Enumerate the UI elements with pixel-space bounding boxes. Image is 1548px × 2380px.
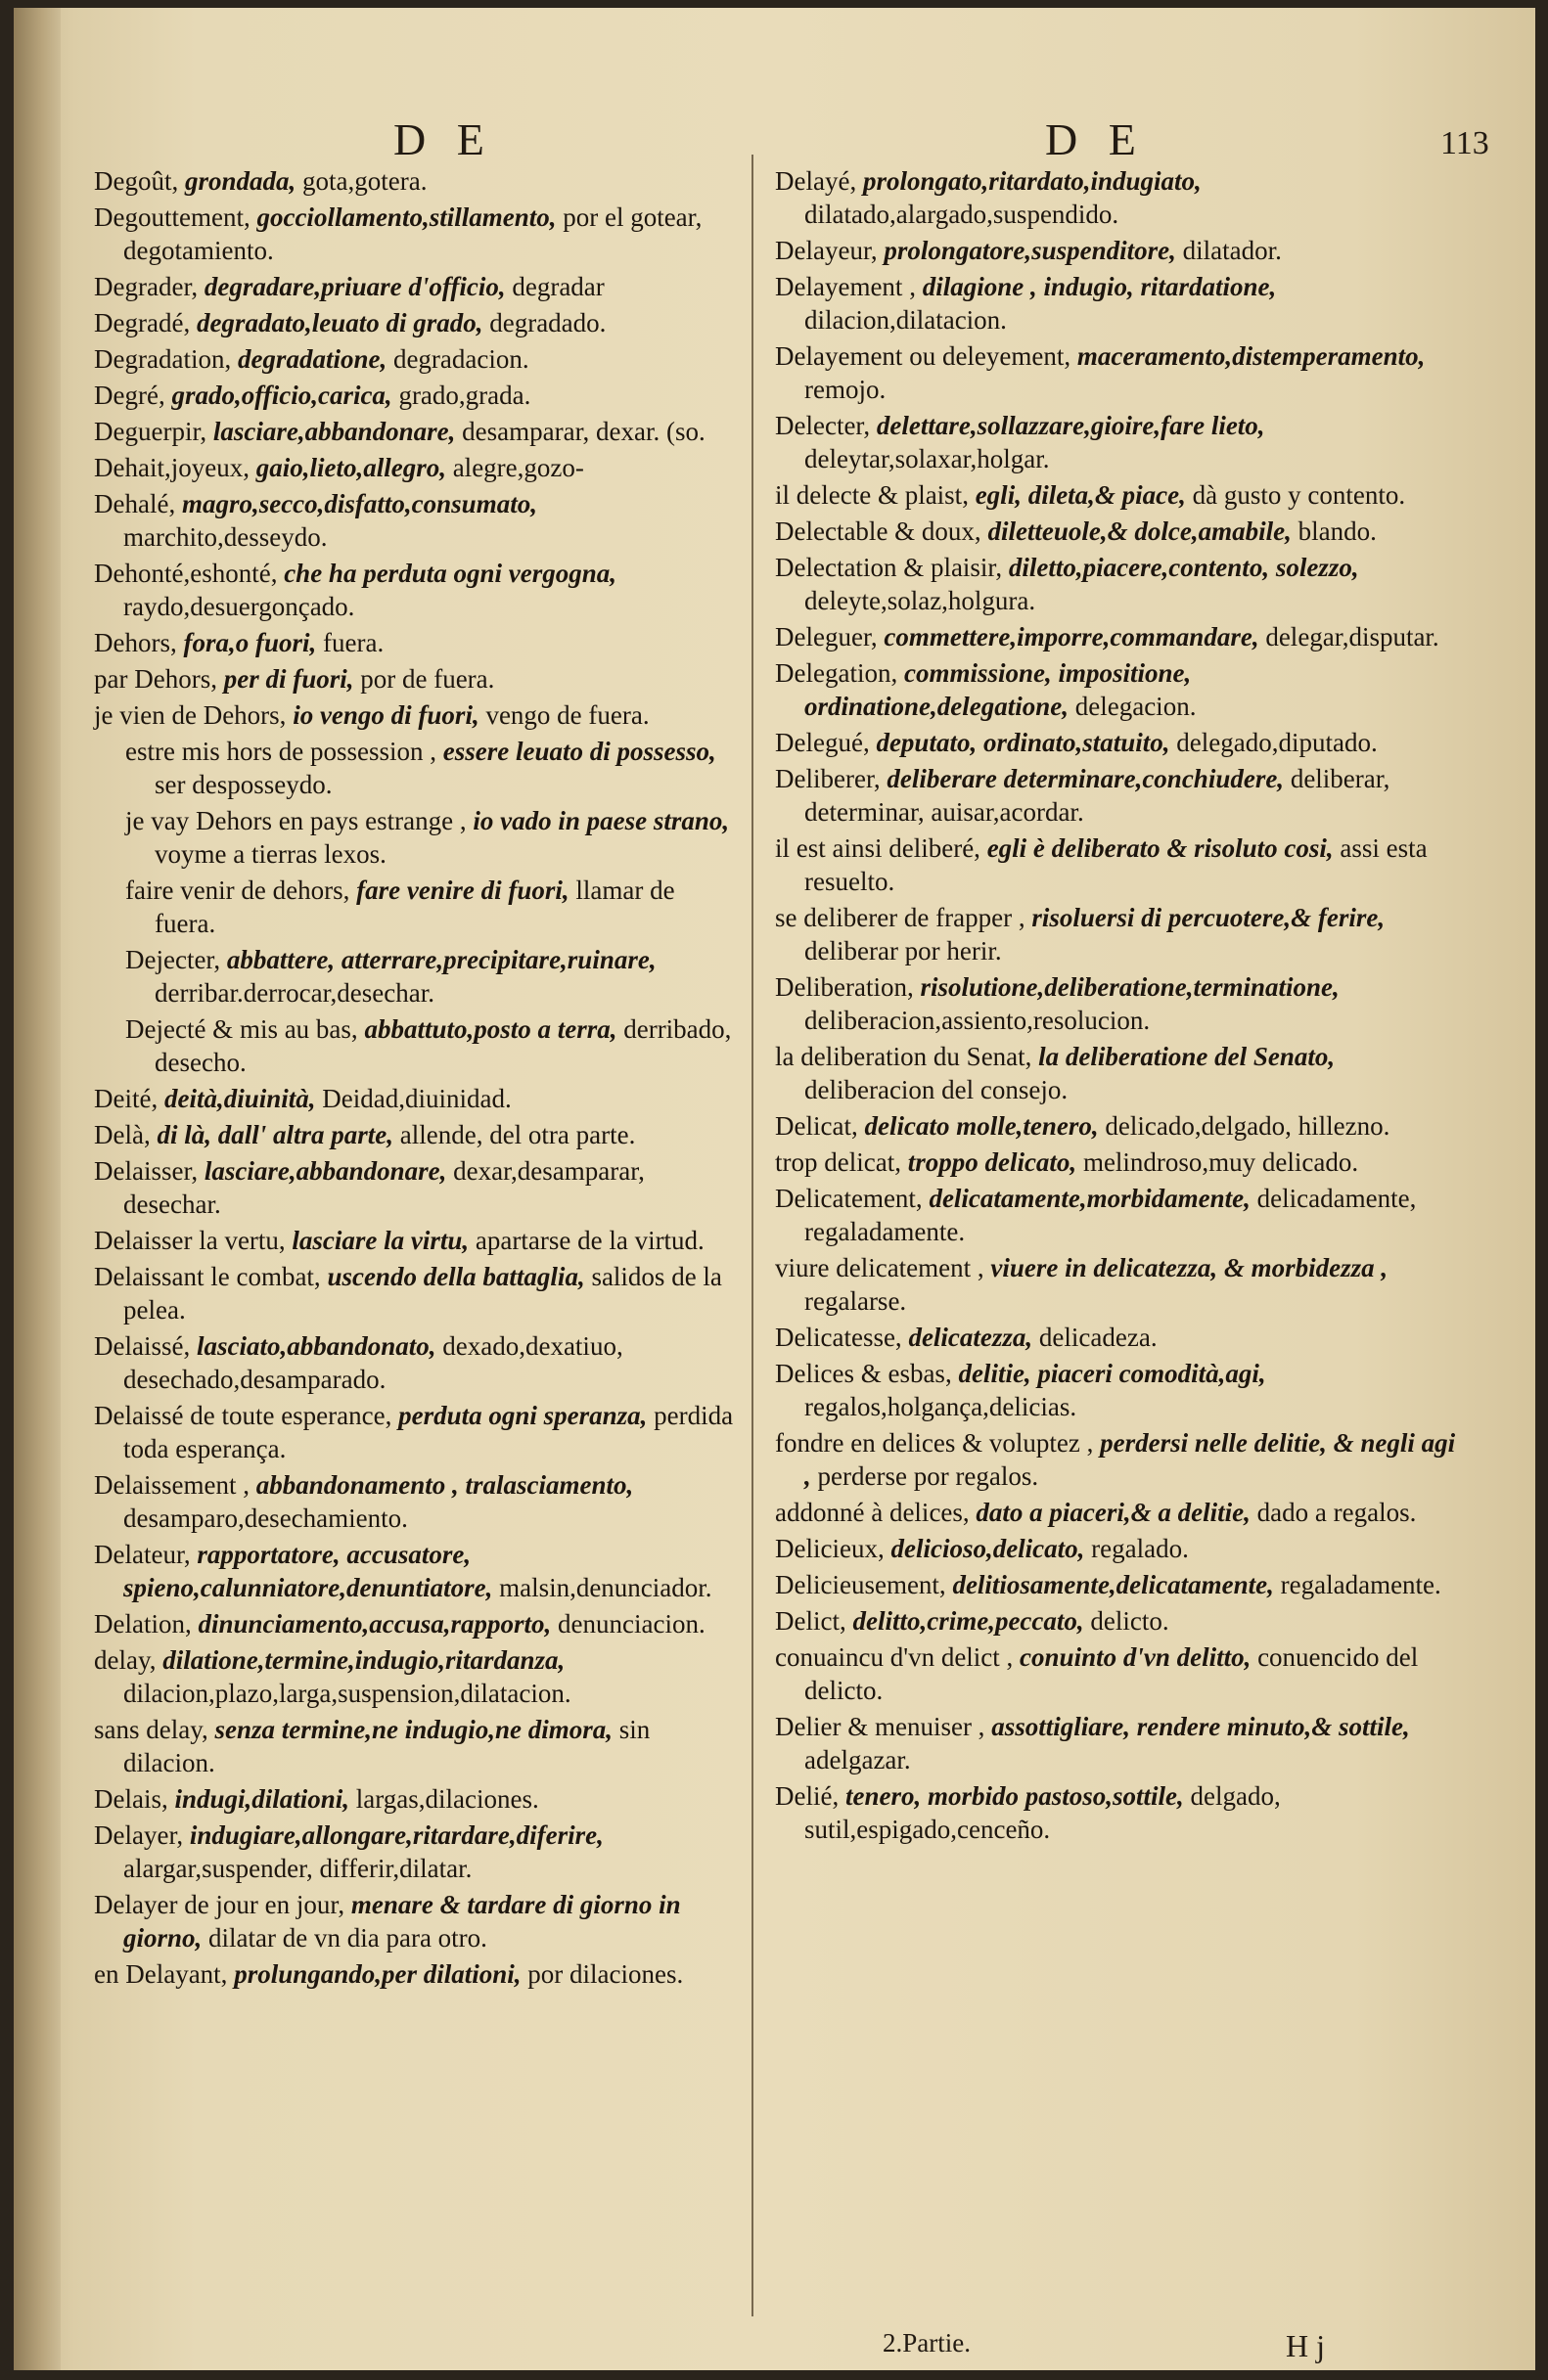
entry-headword: conuaincu d'vn delict , <box>775 1642 1014 1672</box>
dictionary-entry <box>94 415 740 448</box>
entry-italian: perduta ogni speranza, <box>398 1401 648 1430</box>
entry-spanish: apartarse de la virtud. <box>475 1226 705 1255</box>
entry-italian: assottigliare, rendere minuto,& sottile, <box>991 1712 1410 1741</box>
entry-italian: gocciollamento,stillamento, <box>256 202 557 232</box>
entry-spanish: dilatar de vn dia para otro. <box>208 1923 487 1953</box>
dictionary-entry <box>775 1568 1460 1601</box>
entry-italian: io vado in paese strano, <box>473 806 730 835</box>
dictionary-entry <box>94 270 740 303</box>
dictionary-entry <box>94 1118 740 1151</box>
entry-spanish: dilatador. <box>1182 236 1282 265</box>
entry-spanish: assi esta resuelto. <box>804 833 1428 896</box>
entry-headword: Dehonté,eshonté, <box>94 559 278 588</box>
entry-headword: addonné à delices, <box>775 1498 970 1527</box>
dictionary-entry <box>775 1145 1460 1179</box>
entry-italian: lasciare,abbandonare, <box>204 1156 447 1186</box>
entry-headword: par Dehors, <box>94 664 217 694</box>
dictionary-entry <box>775 478 1460 512</box>
right-column <box>775 164 1460 1849</box>
entry-spanish: derribado, desecho. <box>155 1014 732 1077</box>
entry-italian: deità,diuinità, <box>163 1084 316 1113</box>
entry-headword: Delicat, <box>775 1111 858 1141</box>
dictionary-entry <box>775 1321 1460 1354</box>
entry-italian: senza termine,ne indugio,ne dimora, <box>214 1715 614 1744</box>
entry-headword: en Delayant, <box>94 1959 228 1989</box>
entry-spanish: deliberacion del consejo. <box>804 1075 1069 1104</box>
entry-headword: Delayé, <box>775 166 857 196</box>
entry-spanish: delegado,diputado. <box>1176 728 1378 757</box>
entry-italian: maceramento,distemperamento, <box>1076 341 1426 371</box>
entry-italian: essere leuato di possesso, <box>442 737 716 766</box>
entry-italian: gaio,lieto,allegro, <box>255 453 446 482</box>
entry-spanish: dilatado,alargado,suspendido. <box>804 200 1119 229</box>
entry-spanish: derribar.derrocar,desechar. <box>155 978 434 1008</box>
entry-headword: Delaisser la vertu, <box>94 1226 286 1255</box>
dictionary-entry <box>775 339 1460 406</box>
entry-italian: delicato molle,tenero, <box>864 1111 1099 1141</box>
dictionary-entry <box>775 620 1460 653</box>
dictionary-entry <box>775 1357 1460 1423</box>
dictionary-entry <box>94 874 740 940</box>
entry-headword: Delaissé de toute esperance, <box>94 1401 392 1430</box>
entry-italian: lasciare la virtu, <box>292 1226 470 1255</box>
entry-spanish: blando. <box>1298 516 1377 546</box>
entry-italian: commissione, impositione, ordinatione,delegatione, <box>804 658 1192 721</box>
entry-spanish: deliberacion,assiento,resolucion. <box>804 1006 1151 1035</box>
entry-italian: grondada, <box>184 166 296 196</box>
entry-italian: prolongato,ritardato,indugiato, <box>862 166 1202 196</box>
entry-spanish: degradacion. <box>392 344 529 374</box>
entry-spanish: salidos de la pelea. <box>123 1262 722 1325</box>
entry-spanish: allende, del otra parte. <box>399 1120 636 1149</box>
entry-headword: Delicieux, <box>775 1534 885 1563</box>
entry-italian: tenero, morbido pastoso,sottile, <box>844 1781 1184 1811</box>
entry-italian: uscendo della battaglia, <box>327 1262 585 1291</box>
entry-spanish: alargar,suspender, differir,dilatar. <box>123 1854 473 1883</box>
entry-headword: Delices & esbas, <box>775 1359 952 1388</box>
entry-spanish: llamar de fuera. <box>155 876 675 938</box>
entry-spanish: delicadamente, regaladamente. <box>804 1184 1417 1246</box>
entry-spanish: raydo,desuergonçado. <box>123 592 355 621</box>
dictionary-entry <box>94 1468 740 1535</box>
dictionary-entry <box>94 487 740 554</box>
dictionary-entry <box>94 306 740 339</box>
entry-italian: dilagione , indugio, ritardatione, <box>922 272 1277 301</box>
entry-italian: indugi,dilationi, <box>174 1784 350 1814</box>
entry-headword: Delais, <box>94 1784 168 1814</box>
entry-headword: Delectable & doux, <box>775 516 981 546</box>
entry-headword: Delateur, <box>94 1540 191 1569</box>
entry-italian: perdersi nelle delitie, & negli agi , <box>804 1428 1456 1491</box>
entry-spanish: ser desposseydo. <box>155 770 333 799</box>
dictionary-entry <box>775 515 1460 548</box>
entry-headword: Delaissant le combat, <box>94 1262 321 1291</box>
entry-spanish: degradar <box>512 272 605 301</box>
dictionary-entry <box>94 943 740 1010</box>
entry-spanish: melindroso,muy delicado. <box>1082 1147 1359 1177</box>
dictionary-entry <box>94 1713 740 1779</box>
entry-italian: lasciare,abbandonare, <box>212 417 456 446</box>
entry-italian: delicatezza, <box>908 1323 1033 1352</box>
entry-spanish: Deidad,diuinidad. <box>322 1084 512 1113</box>
entry-headword: fondre en delices & voluptez , <box>775 1428 1094 1458</box>
entry-italian: delicatamente,morbidamente, <box>929 1184 1251 1213</box>
dictionary-entry <box>775 1496 1460 1529</box>
dictionary-entry <box>775 1426 1460 1493</box>
entry-italian: diletto,piacere,contento, solezzo, <box>1008 553 1359 582</box>
entry-italian: degradatione, <box>237 344 387 374</box>
dictionary-entry <box>775 1251 1460 1318</box>
entry-spanish: perdida toda esperança. <box>123 1401 734 1463</box>
entry-italian: commettere,imporre,commandare, <box>884 622 1259 651</box>
entry-italian: diletteuole,& dolce,amabile, <box>987 516 1292 546</box>
entry-headword: Delicatesse, <box>775 1323 902 1352</box>
entry-headword: se deliberer de frapper , <box>775 903 1025 932</box>
entry-spanish: delegacion. <box>1074 692 1197 721</box>
dictionary-entry <box>775 234 1460 267</box>
entry-italian: deliberare determinare,conchiudere, <box>887 764 1285 793</box>
entry-spanish: gota,gotera. <box>302 166 428 196</box>
entry-headword: Delà, <box>94 1120 151 1149</box>
entry-headword: Delicatement, <box>775 1184 923 1213</box>
entry-spanish: regalarse. <box>804 1286 907 1316</box>
entry-spanish: marchito,desseydo. <box>123 522 328 552</box>
entry-spanish: delgado, sutil,espigado,cenceño. <box>804 1781 1281 1844</box>
running-head-left: D E <box>393 114 494 164</box>
footer-signature: H j <box>1286 2328 1325 2363</box>
entry-italian: dato a piaceri,& a delitie, <box>976 1498 1251 1527</box>
entry-italian: menare & tardare di giorno in giorno, <box>123 1890 681 1953</box>
entry-spanish: adelgazar. <box>804 1745 911 1774</box>
entry-italian: magro,secco,disfatto,consumato, <box>181 489 537 518</box>
entry-italian: delettare,sollazzare,gioire,fare lieto, <box>876 411 1265 440</box>
entry-italian: risoluersi di percuotere,& ferire, <box>1031 903 1386 932</box>
entry-italian: la deliberatione del Senato, <box>1038 1042 1336 1071</box>
dictionary-entry <box>94 201 740 267</box>
dictionary-entry <box>94 1819 740 1885</box>
entry-headword: Deité, <box>94 1084 159 1113</box>
entry-headword: Delayer de jour en jour, <box>94 1890 345 1919</box>
entry-italian: abbattere, atterrare,precipitare,ruinare, <box>226 945 657 974</box>
entry-italian: prolungando,per dilationi, <box>234 1959 522 1989</box>
entry-headword: il delecte & plaist, <box>775 480 969 510</box>
entry-italian: rapportatore, accusatore, spieno,calunniatore,denuntiatore, <box>123 1540 493 1602</box>
entry-italian: prolongatore,suspenditore, <box>884 236 1176 265</box>
entry-headword: viure delicatement , <box>775 1253 984 1282</box>
entry-italian: viuere in delicatezza, & morbidezza , <box>990 1253 1389 1282</box>
entry-spanish: regaladamente. <box>1280 1570 1441 1599</box>
entry-italian: conuinto d'vn delitto, <box>1020 1642 1252 1672</box>
dictionary-entry <box>94 1782 740 1816</box>
entry-spanish: degradado. <box>489 308 607 337</box>
dictionary-entry <box>94 1260 740 1326</box>
entry-headword: Delict, <box>775 1606 846 1636</box>
entry-italian: egli è deliberato & risoluto cosi, <box>986 833 1334 863</box>
entry-italian: delicioso,delicato, <box>890 1534 1085 1563</box>
entry-spanish: fuera. <box>323 628 385 657</box>
entry-headword: Degrader, <box>94 272 199 301</box>
entry-headword: Delié, <box>775 1781 840 1811</box>
entry-spanish: voyme a tierras lexos. <box>155 839 387 869</box>
dictionary-entry <box>775 551 1460 617</box>
dictionary-entry <box>775 1182 1460 1248</box>
dictionary-entry <box>94 662 740 696</box>
entry-spanish: sin dilacion. <box>123 1715 651 1777</box>
entry-headword: faire venir de dehors, <box>125 876 350 905</box>
dictionary-entry <box>94 1012 740 1079</box>
entry-spanish: deliberar, determinar, auisar,acordar. <box>804 764 1390 827</box>
dictionary-entry <box>94 735 740 801</box>
entry-spanish: regalos,holgança,delicias. <box>804 1392 1077 1421</box>
entry-spanish: denunciacion. <box>558 1609 706 1639</box>
running-head-right: D E <box>1045 114 1146 164</box>
entry-spanish: desamparar, dexar. (so. <box>462 417 706 446</box>
dictionary-entry <box>775 1604 1460 1638</box>
entry-italian: delitie, piaceri comodità,agi, <box>958 1359 1266 1388</box>
entry-spanish: grado,grada. <box>398 381 531 410</box>
entry-headword: Delayement ou deleyement, <box>775 341 1071 371</box>
entry-italian: lasciato,abbandonato, <box>196 1331 436 1361</box>
entry-headword: Dehalé, <box>94 489 176 518</box>
entry-italian: per di fuori, <box>223 664 354 694</box>
entry-headword: Deleguer, <box>775 622 878 651</box>
entry-headword: Dehait,joyeux, <box>94 453 250 482</box>
entry-spanish: conuencido del delicto. <box>804 1642 1419 1705</box>
entry-italian: degradare,priuare d'officio, <box>204 272 506 301</box>
dictionary-entry <box>94 557 740 623</box>
dictionary-entry <box>94 698 740 732</box>
left-column <box>94 164 740 1994</box>
dictionary-entry <box>775 831 1460 898</box>
entry-spanish: deleyte,solaz,holgura. <box>804 586 1036 615</box>
entry-italian: che ha perduta ogni vergogna, <box>284 559 616 588</box>
dictionary-entry <box>775 726 1460 759</box>
dictionary-entry <box>775 1109 1460 1143</box>
entry-spanish: remojo. <box>804 375 887 404</box>
dictionary-entry <box>94 1957 740 1991</box>
dictionary-entry <box>94 1082 740 1115</box>
entry-spanish: dexado,dexatiuo, desechado,desamparado. <box>123 1331 623 1394</box>
entry-italian: risolutione,deliberatione,terminatione, <box>920 972 1340 1002</box>
entry-spanish: por dilaciones. <box>527 1959 684 1989</box>
footer-part: 2.Partie. <box>883 2328 971 2358</box>
entry-headword: il est ainsi deliberé, <box>775 833 980 863</box>
entry-spanish: vengo de fuera. <box>485 700 650 730</box>
entry-headword: Delicieusement, <box>775 1570 946 1599</box>
column-divider <box>751 155 753 2316</box>
entry-headword: Delaisser, <box>94 1156 199 1186</box>
entry-spanish: delegar,disputar. <box>1265 622 1439 651</box>
dictionary-entry <box>94 451 740 484</box>
entry-spanish: delicto. <box>1090 1606 1169 1636</box>
entry-italian: deputato, ordinato,statuito, <box>876 728 1170 757</box>
entry-headword: je vay Dehors en pays estrange , <box>125 806 467 835</box>
entry-headword: Degouttement, <box>94 202 250 232</box>
entry-spanish: perderse por regalos. <box>817 1461 1039 1491</box>
dictionary-entry <box>94 1224 740 1257</box>
entry-italian: dilatione,termine,indugio,ritardanza, <box>162 1645 566 1675</box>
entry-spanish: dexar,desamparar, desechar. <box>123 1156 645 1219</box>
entry-spanish: dà gusto y contento. <box>1192 480 1406 510</box>
entry-italian: egli, dileta,& piace, <box>975 480 1186 510</box>
entry-headword: Delayeur, <box>775 236 878 265</box>
entry-spanish: deleytar,solaxar,holgar. <box>804 444 1050 473</box>
entry-spanish: dilacion,plazo,larga,suspension,dilatacion. <box>123 1679 571 1708</box>
dictionary-entry <box>94 1154 740 1221</box>
entry-spanish: regalado. <box>1091 1534 1189 1563</box>
entry-headword: Degré, <box>94 381 165 410</box>
entry-headword: Degradé, <box>94 308 191 337</box>
entry-spanish: dado a regalos. <box>1256 1498 1417 1527</box>
entry-headword: Delation, <box>94 1609 192 1639</box>
dictionary-entry <box>775 1640 1460 1707</box>
entry-headword: Deguerpir, <box>94 417 207 446</box>
entry-spanish: por el gotear, degotamiento. <box>123 202 703 265</box>
entry-italian: abbandonamento , tralasciamento, <box>255 1470 634 1500</box>
entry-italian: grado,officio,carica, <box>171 381 392 410</box>
page-margin-strip <box>14 8 61 2370</box>
dictionary-entry <box>775 270 1460 337</box>
dictionary-entry <box>94 1538 740 1604</box>
entry-italian: indugiare,allongare,ritardare,diferire, <box>189 1820 604 1850</box>
entry-headword: Degradation, <box>94 344 232 374</box>
dictionary-entry <box>94 804 740 871</box>
entry-spanish: por de fuera. <box>360 664 495 694</box>
entry-headword: Deliberation, <box>775 972 914 1002</box>
dictionary-entry <box>775 901 1460 967</box>
entry-spanish: malsin,denunciador. <box>499 1573 712 1602</box>
entry-italian: degradato,leuato di grado, <box>196 308 483 337</box>
dictionary-entry <box>775 1532 1460 1565</box>
entry-headword: je vien de Dehors, <box>94 700 287 730</box>
entry-headword: Degoût, <box>94 166 179 196</box>
dictionary-entry <box>775 164 1460 231</box>
dictionary-entry <box>775 1040 1460 1106</box>
entry-italian: delitto,crime,peccato, <box>852 1606 1084 1636</box>
dictionary-entry <box>775 656 1460 723</box>
dictionary-entry <box>94 1329 740 1396</box>
entry-headword: Dehors, <box>94 628 177 657</box>
entry-spanish: largas,dilaciones. <box>355 1784 539 1814</box>
dictionary-entry <box>775 762 1460 829</box>
entry-headword: Dejecter, <box>125 945 221 974</box>
dictionary-entry <box>94 379 740 412</box>
entry-headword: Delegué, <box>775 728 870 757</box>
entry-spanish: dilacion,dilatacion. <box>804 305 1007 335</box>
entry-italian: abbattuto,posto a terra, <box>364 1014 617 1044</box>
entry-italian: dinunciamento,accusa,rapporto, <box>198 1609 552 1639</box>
page-number: 113 <box>1440 125 1489 161</box>
entry-headword: delay, <box>94 1645 157 1675</box>
entry-headword: Delegation, <box>775 658 898 688</box>
entry-spanish: deliberar por herir. <box>804 936 1002 965</box>
dictionary-entry <box>94 342 740 376</box>
entry-headword: Deliberer, <box>775 764 881 793</box>
dictionary-entry <box>94 1607 740 1640</box>
entry-headword: Dejecté & mis au bas, <box>125 1014 358 1044</box>
entry-italian: fare venire di fuori, <box>356 876 569 905</box>
entry-headword: trop delicat, <box>775 1147 901 1177</box>
dictionary-entry <box>94 1399 740 1465</box>
entry-italian: delitiosamente,delicatamente, <box>952 1570 1274 1599</box>
entry-headword: Delaissé, <box>94 1331 191 1361</box>
dictionary-entry <box>775 409 1460 475</box>
entry-spanish: delicadeza. <box>1038 1323 1158 1352</box>
entry-headword: Delayer, <box>94 1820 184 1850</box>
entry-spanish: alegre,gozo- <box>452 453 584 482</box>
dictionary-entry <box>94 164 740 198</box>
entry-spanish: delicado,delgado, hillezno. <box>1105 1111 1390 1141</box>
entry-headword: sans delay, <box>94 1715 208 1744</box>
book-page <box>14 8 1535 2370</box>
entry-headword: Delecter, <box>775 411 871 440</box>
dictionary-entry <box>775 1710 1460 1776</box>
entry-italian: troppo delicato, <box>907 1147 1077 1177</box>
dictionary-entry <box>775 1779 1460 1846</box>
entry-headword: Delaissement , <box>94 1470 250 1500</box>
entry-italian: di là, dall' altra parte, <box>157 1120 393 1149</box>
entry-headword: la deliberation du Senat, <box>775 1042 1032 1071</box>
dictionary-entry <box>775 970 1460 1037</box>
dictionary-entry <box>94 626 740 659</box>
entry-headword: Delayement , <box>775 272 916 301</box>
entry-spanish: desamparo,desechamiento. <box>123 1504 408 1533</box>
entry-headword: estre mis hors de possession , <box>125 737 436 766</box>
dictionary-entry <box>94 1643 740 1710</box>
entry-headword: Delectation & plaisir, <box>775 553 1003 582</box>
entry-headword: Delier & menuiser , <box>775 1712 985 1741</box>
dictionary-entry <box>94 1888 740 1954</box>
entry-italian: fora,o fuori, <box>183 628 317 657</box>
entry-italian: io vengo di fuori, <box>293 700 479 730</box>
